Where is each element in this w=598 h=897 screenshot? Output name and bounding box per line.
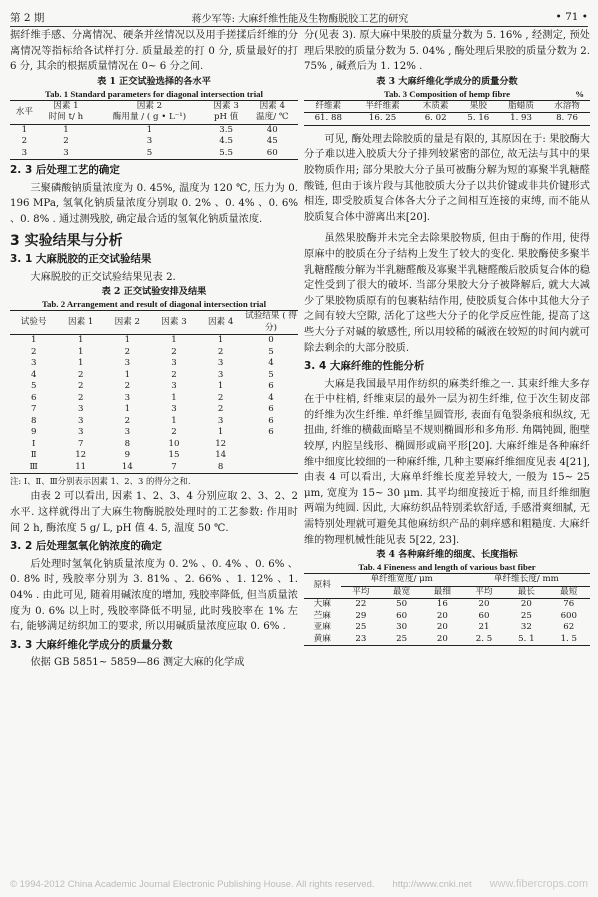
table-header: 水平 [10,100,39,124]
table-cell: 14 [215,450,227,461]
table-cell: 2 [217,346,224,357]
paragraph: 大麻脱胶的正交试验结果见表 2. [30,271,176,283]
unit-label: % [575,88,584,99]
table-cell: 5. 16 [467,113,490,124]
table-cell: 60 [266,147,278,158]
table-cell: 2 [171,369,177,380]
page-header [10,8,588,27]
table2-caption-cn: 表 2 正交试验安排及结果 [101,286,207,298]
table-row [10,439,298,451]
section-heading: 3. 3 大麻纤维化学成分的质量分数 [10,638,173,651]
paragraph: 虽然果胶酶并未完全去除果胶物质, 但由于酶的作用, 使得原麻中的胶质在分子结构上发生了较大的变化. 果胶酶使多聚半乳糖醛酸分解为半乳糖醛酸及寡聚半乳糖醛酸后胶质复合体的稳定性受到了很大的破坏. 当部分果胶大分子被降解后, 就大大减少了果胶物质原有的包裹粘结作用, 使胶质复合体中其他大分子之间有较大空隙, 活化了这些大分子的化学反应性能, 提高了这些大分子对碱的敏感性, 所以用较稀的碱液在较短的时间内就可除去剩余的大部分胶质. [304,233,590,354]
table-cell: Ⅲ [29,461,38,472]
table-header: 单纤维长度/ mm [463,574,590,587]
table-cell: 1 [217,381,224,392]
table-subheader: 最宽 [393,586,411,597]
table-cell: 亚麻 [313,622,331,633]
table-cell: 3 [171,381,177,392]
table4-caption-cn: 表 4 各种麻纤维的细度、长度指标 [376,549,518,561]
table-cell: 600 [560,610,577,621]
table-cell: 8 [30,415,37,426]
table-cell: 16. 25 [368,113,397,124]
table-cell: 6. 02 [424,113,447,124]
table-cell: 16 [436,599,448,610]
table-cell: 50 [396,599,408,610]
table-cell: 25 [396,633,408,644]
paragraph: 由表 2 可以看出, 因素 1、2、3、4 分别应取 2、3、2、2 水平. 这样就得出了大麻生物酶脱胶处理时的工艺参数: 作用时间 2 h, 酶浓度 5 g/ L, pH 值 4. 5, 温度 50 ℃. [10,491,298,534]
table-header: 因素 3 [161,317,187,328]
table-cell: 30 [396,622,408,633]
table-cell: 62 [563,622,575,633]
table-cell: 6 [30,392,37,403]
table-cell: 3 [171,404,177,415]
section-heading: 3 实验结果与分析 [10,232,123,249]
table-cell: 1 [217,427,224,438]
table-cell: 10 [168,438,180,449]
table-cell: 2 [77,381,84,392]
table-cell: 1 [124,369,131,380]
table-row [304,599,590,611]
table-cell: 20 [436,610,448,621]
table-cell: 45 [266,136,278,147]
table-row [304,634,590,646]
running-title: 蒋少军等: 大麻纤维性能及生物酶脱胶工艺的研究 [191,13,409,25]
table-row [10,136,298,148]
table-cell: 3 [146,136,153,147]
table-cell: 20 [436,622,448,633]
table-cell: 5 [268,346,274,357]
table-cell: 3 [124,358,131,369]
table-cell: 1 [77,346,84,357]
table-cell: 4 [268,358,274,369]
table-subheader: 平均 [352,586,370,597]
table-cell: 5 [268,369,274,380]
issue-number: 第 2 期 [10,11,45,24]
table-cell: 大麻 [313,599,331,610]
table-subheader: 最长 [517,586,535,597]
table-cell: 1. 5 [560,633,577,644]
table-cell: 9 [124,450,131,461]
table-header: 因素 4 [259,100,285,111]
table-header: 因素 2 [114,317,141,328]
table-subheader: 最细 [433,586,451,597]
section-heading: 2. 3 后处理工艺的确定 [10,164,120,177]
paragraph: 后处理时氢氧化钠质量浓度为 0. 2% 、0. 4% 、0. 6% 、0. 8% 时, 残胶率分别为 3. 81% 、2. 66% 、1. 12% 、1. 04% . 由此可见, 随着用碱浓度的增加, 残胶率降低, 但当质量浓度为 0. 6% 以上时, 残胶率降低不明显, 此时残胶率在 1% 左右, 能够满足纺织加工的要求, 所以用碱质量浓度应取 0. 6% . [10,558,298,633]
paragraph: 依据 GB 5851~ 5859—86 测定大麻的化学成 [30,657,245,669]
table-cell: 1 [124,404,131,415]
table-cell: 4 [268,392,274,403]
table-cell: 3 [63,147,69,158]
table-row [10,148,298,160]
table-subheader: 酶用量 / ( g • L⁻¹) [112,112,187,123]
table-cell: 25 [355,622,367,633]
table2 [10,310,298,474]
table-cell: 61. 88 [314,113,342,124]
table-cell: 1 [171,335,177,346]
table-cell: 20 [478,599,490,610]
table-cell: 3.5 [219,124,233,135]
table-cell: 1 [63,124,69,135]
section-heading: 3. 1 大麻脱胶的正交试验结果 [10,253,152,266]
table-cell: 苎麻 [313,610,331,621]
table1-caption-en: Tab. 1 Standard parameters for diagonal intersection trial [45,88,263,99]
table-cell: 1 [30,335,37,346]
table-cell: 5 [30,381,37,392]
table-cell: 2 [124,415,131,426]
table-cell: 6 [268,381,274,392]
table-header: 试验号 [20,317,47,328]
table-header: 因素 4 [207,317,234,328]
table-cell: 1 [171,415,177,426]
table-row [304,622,590,634]
table3-caption-en [304,88,590,100]
table-cell: 1 [146,124,153,135]
table-row [10,404,298,416]
table-header: 木质素 [422,100,449,111]
table-cell: 6 [268,404,274,415]
paragraph: 可见, 酶处理去除胶质的量是有限的, 其原因在于: 果胶酶大分子难以进入胶质大分子排列较紧密的部位, 故无法与其中的果胶物质作用; 部分果胶大分子虽可被酶分解为短的寡聚半乳糖醛酸链, 但由于该片段与其他胶质大分子以共价键或非共价键形式相连, 即受胶质复合体各大分子之间相互连接的束缚, 而不能从胶质复合体中游离出来[20]. [304,133,590,223]
table-cell: 2 [171,346,177,357]
table-cell: 1 [171,392,177,403]
table-header: 试验结果 ( 得分) [245,311,297,333]
table-cell: 2 [217,392,224,403]
table-cell [244,462,298,474]
table-subheader: 时间 t/ h [48,112,84,123]
table-cell: 12 [75,450,87,461]
table-subheader: 平均 [475,586,493,597]
table-header: 因素 2 [136,100,163,111]
table-cell: 2 [30,346,37,357]
table-row [10,427,298,439]
watermark: www.fibercrops.com [489,878,588,890]
table-subheader: pH 值 [213,112,239,123]
table-cell: 5.5 [219,147,233,158]
table-cell: 3 [124,427,131,438]
table-cell: 7 [30,404,37,415]
table-cell: 5. 1 [518,633,535,644]
table-cell: 2 [21,136,28,147]
table-cell: 2 [77,369,84,380]
page-number: • 71 • [555,11,588,23]
table-cell: 4.5 [219,136,233,147]
table-cell: 40 [266,124,278,135]
table-cell: 1 [77,358,84,369]
table-cell: 3 [77,415,84,426]
table-row [10,393,298,405]
table-cell: 15 [168,450,180,461]
table-cell: 6 [268,427,274,438]
footer-url[interactable]: http://www.cnki.net [392,878,472,890]
table-cell: 3 [171,358,177,369]
table-cell: 76 [563,599,575,610]
table-cell: 7 [171,461,177,472]
table-cell: 2 [77,392,84,403]
left-column [10,28,298,671]
table-cell: 0 [268,335,274,346]
right-column [304,28,590,646]
table-cell: 8 [217,461,224,472]
table-cell: 23 [355,633,367,644]
table-cell: 60 [478,610,490,621]
table-subheader: 最短 [560,586,578,597]
table1 [10,100,298,161]
table-cell: 29 [355,610,367,621]
table-cell: 3 [30,358,37,369]
table-note: 注: Ⅰ、Ⅱ、Ⅲ分别表示因素 1、2、3 的得分之和. [10,476,191,487]
table-row [304,113,590,126]
table-header: 因素 1 [53,100,79,111]
table-cell: 黄麻 [313,633,331,644]
table-row [10,347,298,359]
table-cell: 3 [217,369,224,380]
table-cell: 22 [355,599,367,610]
table-cell: 4 [30,369,37,380]
table-cell: 3 [124,392,131,403]
table-cell: 1. 93 [510,113,532,124]
table-cell [244,450,298,462]
table-cell: 3 [217,358,224,369]
table-cell [244,439,298,451]
paragraph: 大麻是我国最早用作纺织的麻类纤维之一. 其束纤维大多存在于中柱梢, 纤维束层的最外一层为初生纤维, 位于次生韧皮部的纤维为次生纤维. 单纤维呈圆管形, 表面有龟裂条痕和纵纹, 无扭曲, 纤维的横截面略呈不规则椭圆形和多角形. 角隅钝圆, 胞壁较厚, 内腔呈线形、椭圆形或扁平形[20]. 大麻纤维是各种麻纤维中细度比较细的一种麻纤维, 几种主要麻纤维细度见表 4[21], 由表 4 可以看出, 大麻单纤维长度差异较大, 一般为 15~ 25 μm, 宽度为 15~ 30 μm. 其平均细度接近于棉, 而且纤维细胞两端为纯圆. 因此, 大麻纺织品特别柔软舒适, 手感滑爽细腻, 无需特别处理就可避免其他麻纺织产品的刺痒感和粗糙度. 大麻纤维的物理机械性能见表 5[22, 23]. [304,378,590,546]
table-cell: 2 [124,346,131,357]
table-cell: Ⅱ [30,450,37,461]
table-cell: 3 [77,427,84,438]
table-cell: 9 [30,427,37,438]
table-cell: 12 [215,438,227,449]
copyright: © 1994-2012 China Academic Journal Electronic Publishing House. All rights reserved. [10,878,375,890]
table-header: 因素 3 [213,100,239,111]
table-row [10,358,298,370]
table-row [10,416,298,428]
section-heading: 3. 2 后处理氢氧化钠浓度的确定 [10,540,162,553]
table-cell: 1 [124,335,131,346]
table-cell: Ⅰ [31,438,36,449]
table-header: 原料 [304,574,341,599]
table-cell: 25 [520,610,532,621]
table-cell: 11 [75,461,87,472]
table-cell: 3 [217,415,224,426]
table-cell: 1 [217,335,224,346]
table-header: 单纤维宽度/ μm [341,574,463,587]
table-cell: 60 [396,610,408,621]
table-cell: 8. 76 [556,113,578,124]
table-header: 纤维素 [315,100,342,111]
paragraph: 三聚磷酸钠质量浓度为 0. 45%, 温度为 120 ℃, 压力为 0. 196 MPa, 氢氧化钠质量浓度分别取 0. 2% 、0. 4% 、0. 6% 、0. 8% . 通过测残胶, 确定最合适的氢氧化钠质量浓度. [10,182,298,226]
paragraph: 分(见表 3). 原大麻中果胶的质量分数为 5. 16% , 经测定, 预处理后果胶的质量分数为 5. 04% , 酶处理后果胶的质量分数为 2. 75% , 碱煮后为 1. 12% . [304,30,590,73]
table-cell: 3 [77,404,84,415]
table-cell: 2 [217,404,224,415]
table3-caption-cn: 表 3 大麻纤维化学成分的质量分数 [376,75,518,87]
table-row [10,462,298,474]
table-cell: 21 [478,622,490,633]
table3 [304,100,590,126]
table-cell: 1 [21,124,28,135]
table-row [10,370,298,382]
table-cell: 2. 5 [475,633,493,644]
table2-caption-en: Tab. 2 Arrangement and result of diagonal intersection trial [41,299,267,310]
table-cell: 1 [77,335,84,346]
section-heading: 3. 4 大麻纤维的性能分析 [304,360,425,373]
table-cell: 6 [268,415,274,426]
table-header: 半纤维素 [365,100,400,111]
table4 [304,573,590,646]
table4-caption-en: Tab. 4 Fineness and length of various bast fiber [358,562,536,573]
table-cell: 3 [21,147,28,158]
table-row [10,450,298,462]
table-subheader: 温度/ ℃ [256,112,289,123]
paragraph: 据纤维手感、分离情况、硬条并丝情况以及用手搓揉后纤维的分离情况等指标给各试样打分. 质量最差的打 0 分, 质量最好的打 6 分, 其余的根据质量情况在 0~ 6 分之间. [10,30,298,73]
table-row [10,124,298,136]
table-header: 果胶 [469,100,487,111]
table-row [10,381,298,393]
table-cell: 2 [124,381,131,392]
table-cell: 32 [520,622,532,633]
table-cell: 2 [63,136,69,147]
table-header: 因素 1 [67,317,94,328]
table-header: 脂蜡质 [508,100,534,111]
table-cell: 14 [121,461,133,472]
table-cell: 7 [77,438,84,449]
table-cell: 20 [436,633,448,644]
table-cell: 8 [124,438,131,449]
page-footer [10,877,588,891]
table1-caption-cn: 表 1 正交试验选择的各水平 [97,75,211,87]
caption-text: Tab. 3 Composition of hemp fibre [383,88,511,99]
table-row [10,335,298,347]
table-cell: 2 [171,427,177,438]
table-cell: 20 [520,599,532,610]
table-cell: 5 [146,147,153,158]
table-row [304,611,590,623]
table-header: 水溶物 [554,100,580,111]
